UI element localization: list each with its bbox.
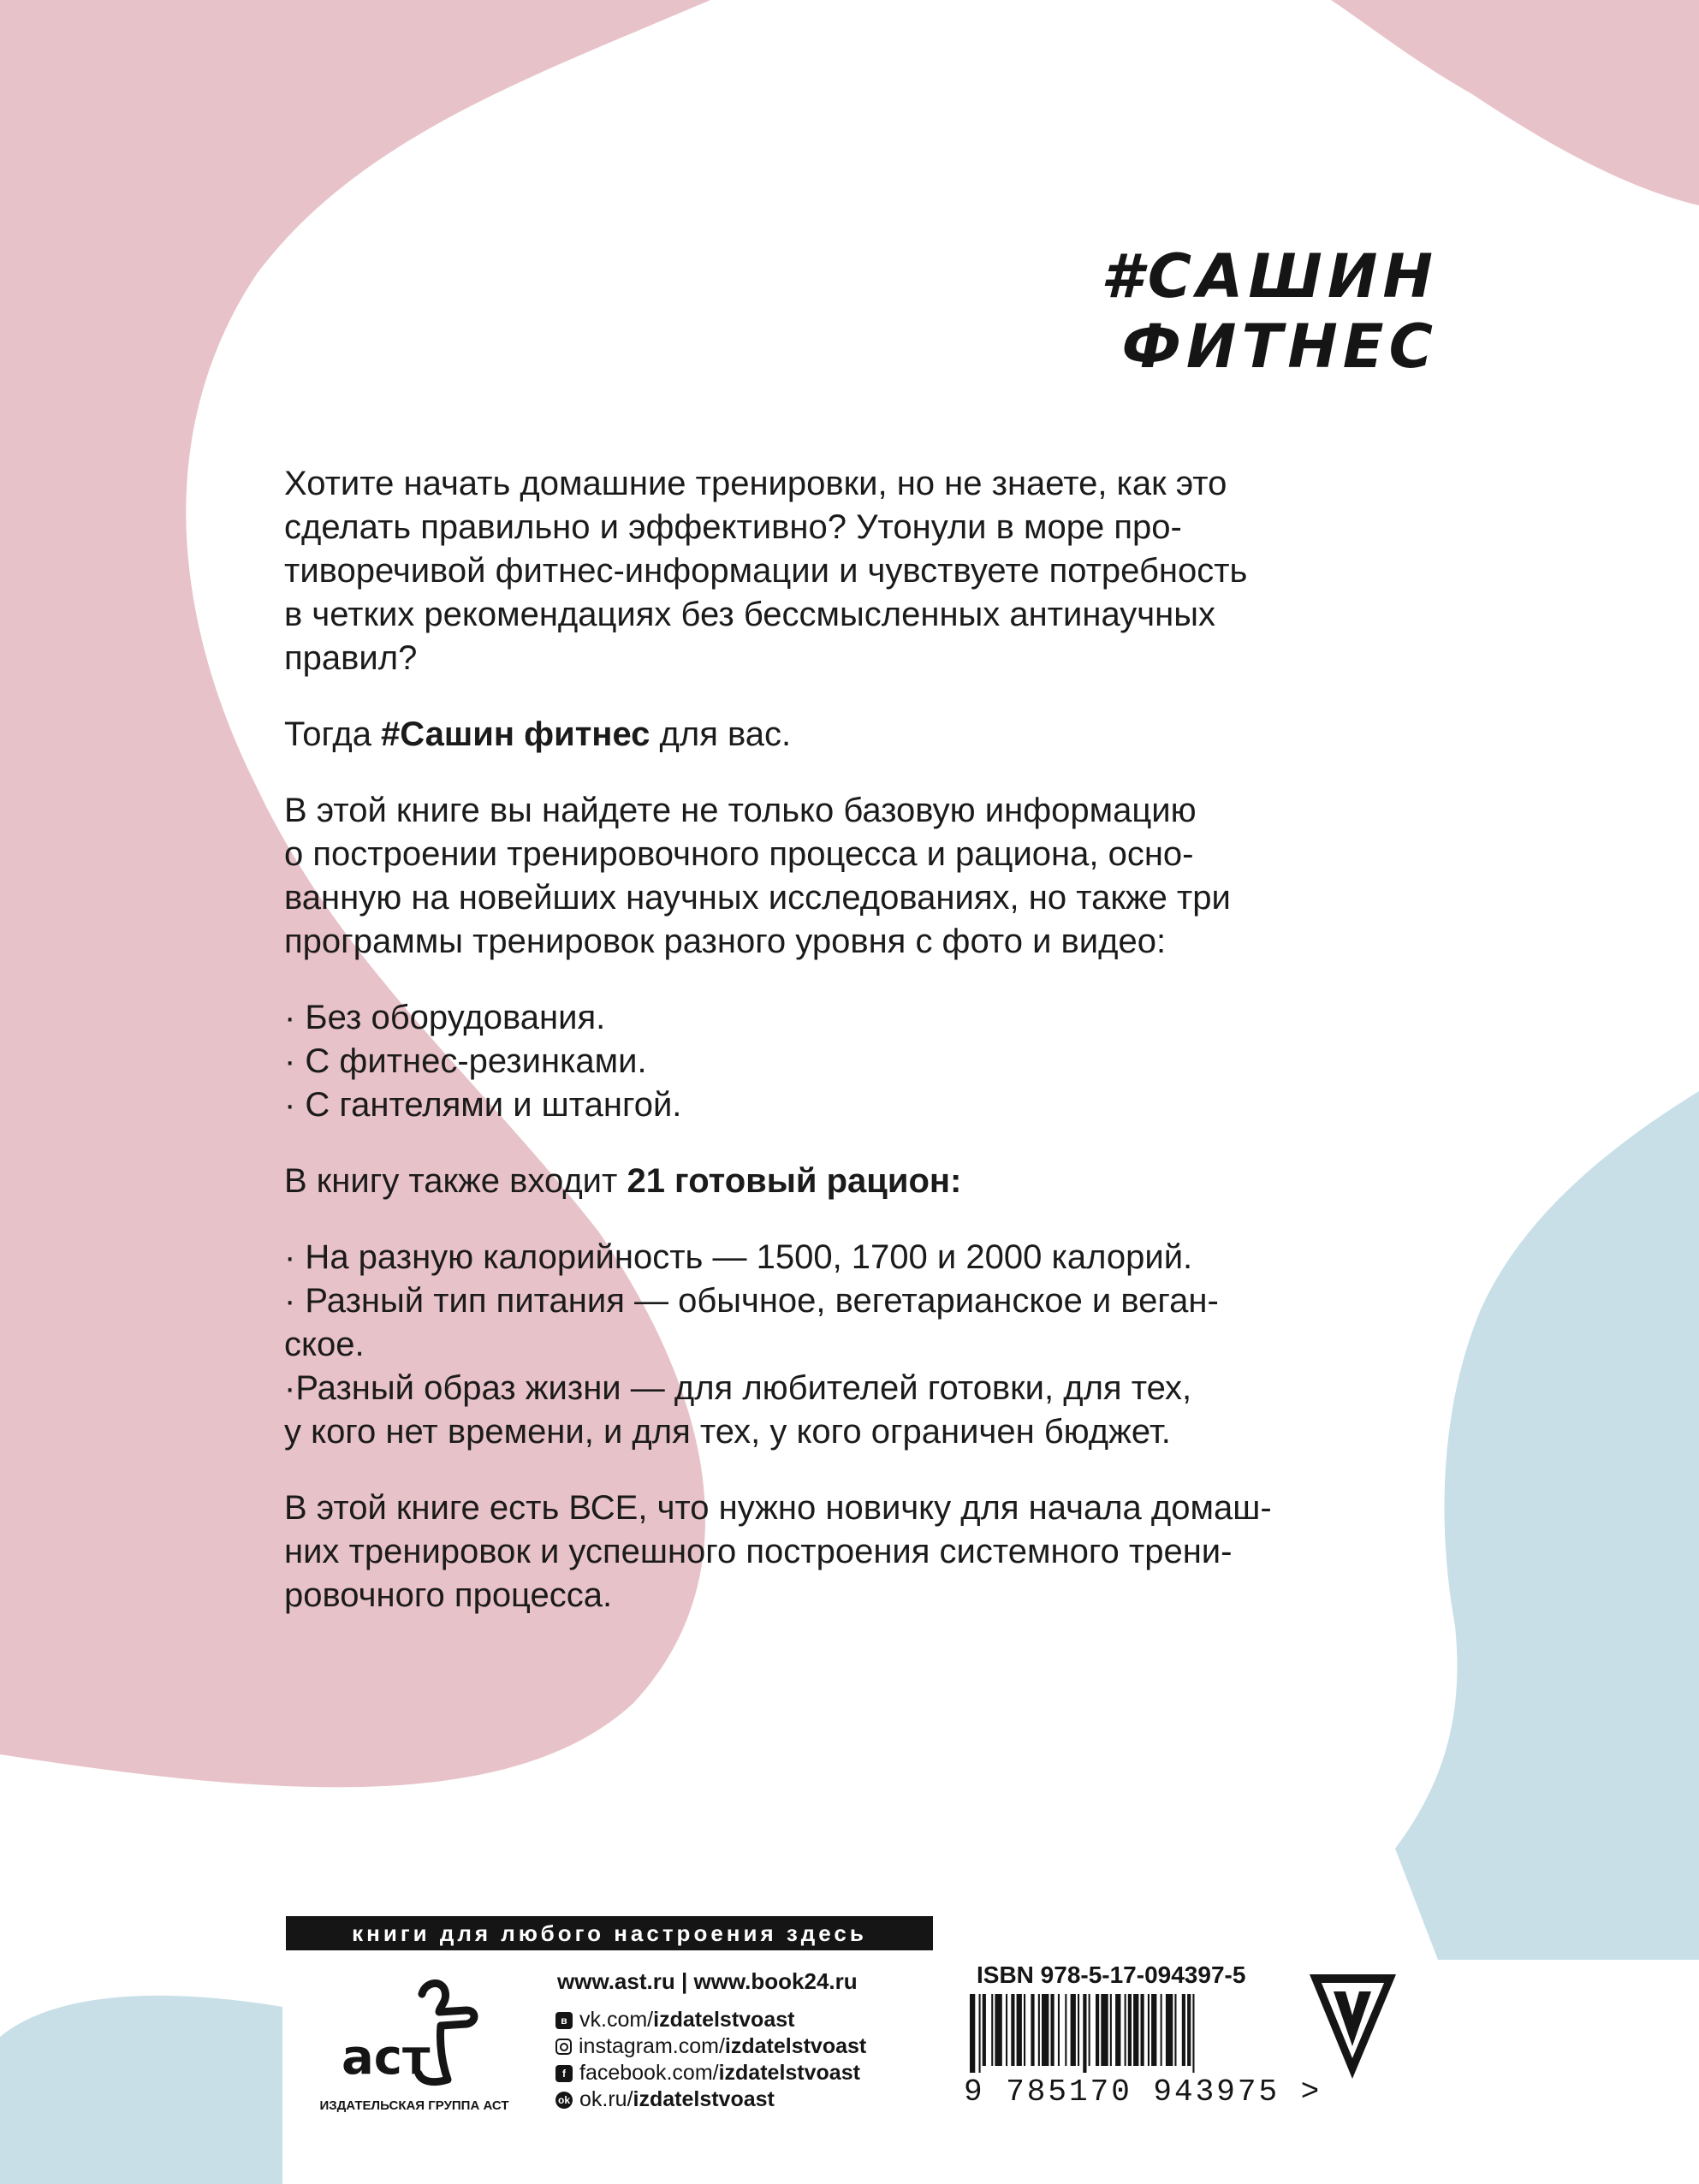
barcode-bar <box>1182 1994 1185 2066</box>
barcode-bar <box>983 1994 986 2066</box>
barcode-bar <box>1166 1994 1173 2066</box>
social-link-instagram[interactable] <box>555 2033 866 2060</box>
barcode-bar <box>979 1994 981 2073</box>
barcode-bar <box>1038 1994 1040 2066</box>
isbn: ISBN 978-5-17-094397-5 <box>977 1961 1246 1988</box>
intro-line: Хотите начать домашние тренировки, но не знаете, как это <box>284 465 1227 502</box>
ration-item: у кого нет времени, и для тех, у кого ограничен бюджет. <box>284 1413 1171 1451</box>
intro-paragraph <box>284 462 1409 680</box>
barcode-bar <box>1141 1994 1144 2066</box>
social-prefix: facebook.com/ <box>579 2061 719 2085</box>
barcode-bar <box>1058 1994 1060 2066</box>
barcode-bar <box>1051 1994 1054 2066</box>
annotation-text <box>284 462 1409 1650</box>
barcode-bar <box>1024 1994 1025 2066</box>
book-info-paragraph <box>284 789 1409 964</box>
then-prefix: Тогда <box>284 715 382 753</box>
barcode-bar <box>1083 1994 1086 2073</box>
barcode-bar <box>1148 1994 1149 2066</box>
v-shield-logo-icon <box>1308 1971 1398 2082</box>
barcode-bar <box>1187 1994 1191 2066</box>
barcode-bar <box>1125 1994 1126 2066</box>
publisher-sites[interactable]: www.ast.ru | www.book24.ru <box>557 1968 858 1994</box>
barcode-bar <box>1017 1994 1022 2066</box>
rations-bold: 21 готовый рацион: <box>627 1162 962 1200</box>
barcode-bar <box>1192 1994 1194 2073</box>
barcode-bar <box>1115 1994 1120 2066</box>
pink-blob-top-right <box>1331 0 1699 205</box>
social-link-facebook[interactable] <box>555 2060 866 2086</box>
barcode-bar <box>1101 1994 1108 2066</box>
program-item: · С гантелями и штангой. <box>284 1086 682 1124</box>
barcode-bar <box>1096 1994 1099 2066</box>
then-paragraph <box>284 713 1409 757</box>
program-item: · С фитнес-резинками. <box>284 1042 647 1080</box>
logo-text: аст <box>342 2030 431 2086</box>
conclusion-line: ровочного процесса. <box>284 1576 613 1614</box>
intro-line: в четких рекомендациях без бессмысленных антинаучных <box>284 596 1215 633</box>
instagram-icon <box>555 2039 572 2055</box>
intro-line: правил? <box>284 639 418 677</box>
barcode-bar <box>1151 1994 1156 2066</box>
social-handle: izdatelstvoast <box>718 2061 860 2085</box>
social-link-vk[interactable] <box>555 2007 866 2033</box>
barcode-bar <box>1110 1994 1112 2066</box>
social-prefix: vk.com/ <box>579 2008 654 2032</box>
rations-paragraph <box>284 1160 1409 1203</box>
social-prefix: instagram.com/ <box>579 2034 725 2058</box>
book-info-line: ванную на новейших научных исследованиях, но также три <box>284 879 1231 917</box>
barcode-bar <box>1161 1994 1162 2066</box>
then-suffix: для вас. <box>650 715 792 753</box>
barcode-bar <box>970 1994 975 2073</box>
rations-prefix: В книгу также входит <box>284 1162 627 1200</box>
barcode-bar <box>1174 1994 1176 2066</box>
publisher-name: ИЗДАТЕЛЬСКАЯ ГРУППА АСТ <box>319 2098 509 2113</box>
book-info-line: В этой книге вы найдете не только базовую информацию <box>284 792 1197 829</box>
conclusion-paragraph <box>284 1487 1409 1617</box>
barcode-icon <box>968 1994 1263 2073</box>
social-prefix: ok.ru/ <box>579 2087 633 2111</box>
barcode-bar <box>1089 1994 1090 2066</box>
then-bold: #Сашин фитнес <box>381 715 650 753</box>
barcode-digits: 9 785170 943975 > <box>964 2074 1322 2110</box>
intro-line: сделать правильно и эффективно? Утонули в море про- <box>284 508 1182 546</box>
conclusion-line: них тренировок и успешного построения системного трени- <box>284 1533 1233 1570</box>
barcode-bar <box>1011 1994 1014 2066</box>
odnoklassniki-icon: ok <box>555 2092 573 2109</box>
social-handle: izdatelstvoast <box>724 2034 867 2058</box>
ration-item: ское. <box>284 1326 365 1363</box>
social-links <box>555 2007 866 2113</box>
social-link-odnoklassniki[interactable] <box>555 2086 866 2113</box>
slogan-bar: книги для любого настроения здесь <box>286 1916 933 1950</box>
blue-blob-right <box>1395 1091 1699 1960</box>
facebook-icon: f <box>555 2065 573 2082</box>
barcode-bar <box>995 1994 1001 2066</box>
ration-items-list <box>284 1236 1409 1454</box>
programs-list <box>284 996 1409 1127</box>
barcode-bar <box>1065 1994 1066 2066</box>
barcode-bar <box>1031 1994 1034 2066</box>
barcode-bar <box>1133 1994 1138 2066</box>
barcode-bar <box>1042 1994 1049 2066</box>
book-info-line: программы тренировок разного уровня с фото и видео: <box>284 923 1167 960</box>
social-handle: izdatelstvoast <box>653 2008 795 2032</box>
book-title: #САШИН ФИТНЕС <box>1101 241 1438 382</box>
blue-blob-bottom-left <box>0 1996 282 2184</box>
barcode-bar <box>1078 1994 1079 2066</box>
ration-item: · Разный тип питания — обычное, вегетарианское и веган- <box>284 1282 1219 1320</box>
barcode-bar <box>1071 1994 1076 2066</box>
ration-item: · На разную калорийность — 1500, 1700 и 2000 калорий. <box>284 1238 1193 1276</box>
intro-line: тиворечивой фитнес-информации и чувствуете потребность <box>284 552 1248 590</box>
social-handle: izdatelstvoast <box>633 2087 775 2111</box>
ast-logo-icon <box>330 1964 501 2092</box>
conclusion-line: В этой книге есть ВСЕ, что нужно новичку для начала домаш- <box>284 1489 1272 1527</box>
barcode-bar <box>1006 1994 1007 2066</box>
vk-icon: в <box>555 2012 573 2029</box>
program-item: · Без оборудования. <box>284 999 606 1036</box>
barcode-bar <box>1128 1994 1132 2066</box>
ration-item: ·Разный образ жизни — для любителей готовки, для тех, <box>284 1369 1192 1407</box>
barcode-bar <box>991 1994 993 2066</box>
book-info-line: о построении тренировочного процесса и рациона, осно- <box>284 835 1194 873</box>
